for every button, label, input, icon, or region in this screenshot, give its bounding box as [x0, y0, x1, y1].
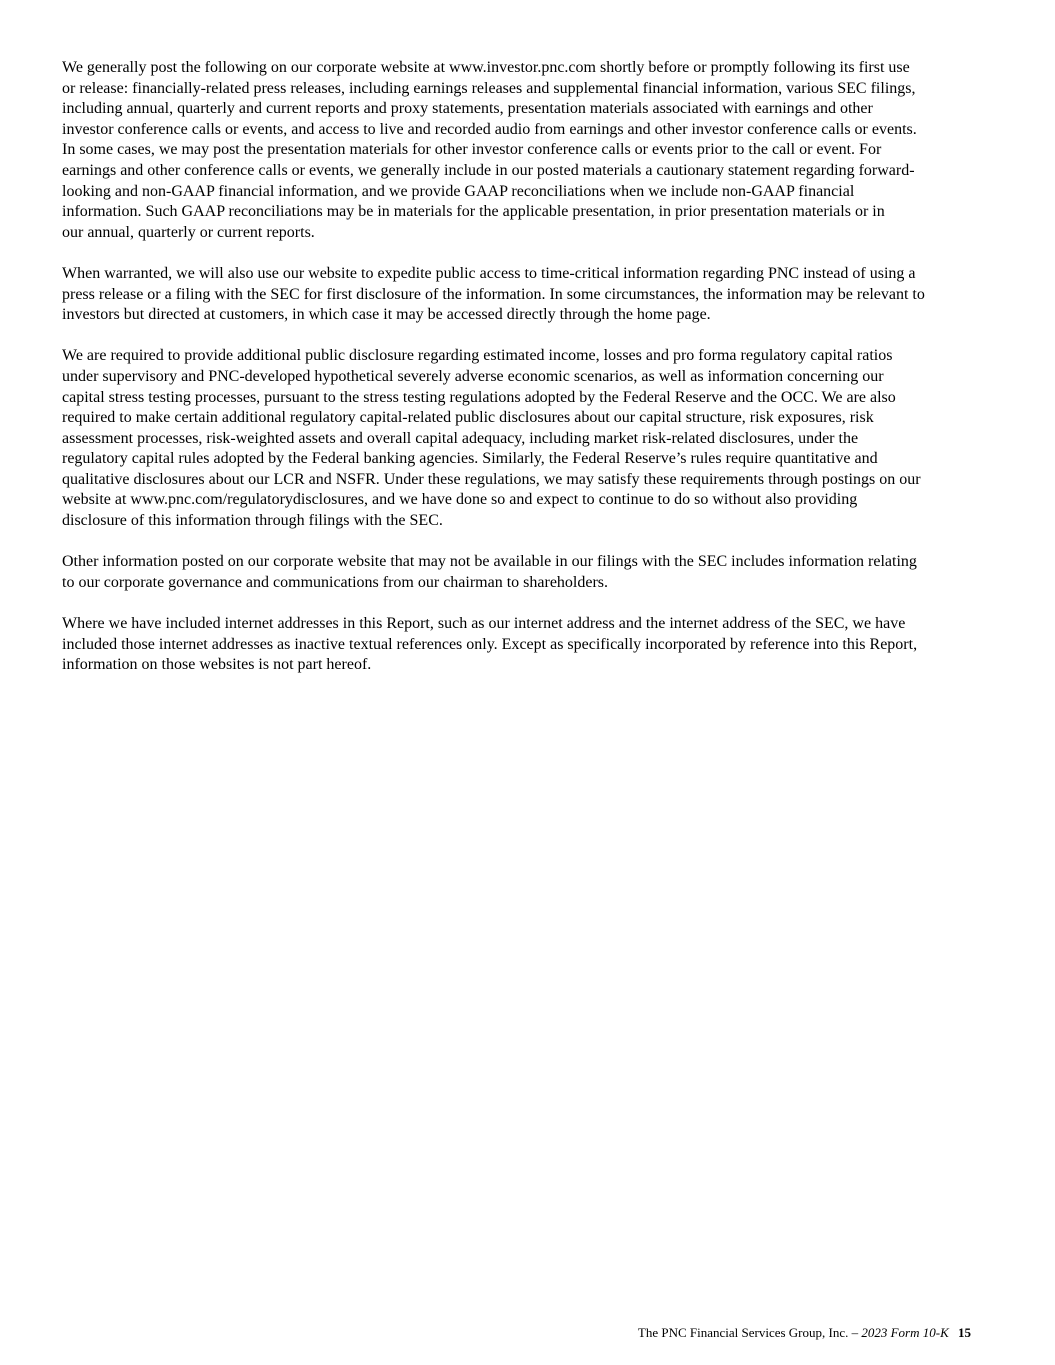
page-footer: [638, 1325, 971, 1341]
paragraph-time-critical-info: When warranted, we will also use our website to expedite public access to time-critical information regarding PNC instead of using a press release or a filing with the SEC for first disclosure of the information. In some circumstances, the information may be relevant to investors but directed at customers, in which case it may be accessed directly through the home page.: [62, 264, 925, 324]
page-number: 15: [958, 1325, 971, 1340]
footer-company: The PNC Financial Services Group, Inc. –: [637, 1325, 859, 1340]
document-body: [62, 58, 994, 696]
footer-form: 2023 Form 10-K: [861, 1325, 949, 1340]
paragraph-other-information: Other information posted on our corporate website that may not be available in our filings with the SEC includes information relating to our corporate governance and communications from our chairman to shareholders.: [62, 553, 917, 591]
paragraph-regulatory-disclosure: We are required to provide additional public disclosure regarding estimated income, losses and pro forma regulatory capital ratios under supervisory and PNC-developed hypothetical severely adverse economic scenarios, as well as information concerning our capital stress testing processes, pursuant to the stress testing regulations adopted by the Federal Reserve and the OCC. We are also required to make certain additional regulatory capital-related public disclosures about our capital structure, risk exposures, risk assessment processes, risk-weighted assets and overall capital adequacy, including market risk-related disclosures, under the regulatory capital rules adopted by the Federal banking agencies. Similarly, the Federal Reserve’s rules require quantitative and qualitative disclosures about our LCR and NSFR. Under these regulations, we may satisfy these requirements through postings on our website at www.pnc.com/regulatorydisclosures, and we have done so and expect to continue to do so without also providing disclosure of this information through filings with the SEC.: [62, 347, 921, 530]
paragraph-website-postings: We generally post the following on our corporate website at www.investor.pnc.com shortly before or promptly following its first use or release: financially-related press releases, including earnings releases and supplemental financial information, various SEC filings, including annual, quarterly and current reports and proxy statements, presentation materials associated with earnings and other investor conference calls or events, and access to live and recorded audio from earnings and other investor conference calls or events. In some cases, we may post the presentation materials for other investor conference calls or events prior to the call or event. For earnings and other conference calls or events, we generally include in our posted materials a cautionary statement regarding forward- looking and non-GAAP financial information, and we provide GAAP reconciliations when we include non-GAAP financial information. Such GAAP reconciliations may be in materials for the applicable presentation, in prior presentation materials or in our annual, quarterly or current reports.: [62, 59, 917, 241]
paragraph-internet-addresses: Where we have included internet addresses in this Report, such as our internet address and the internet address of the SEC, we have included those internet addresses as inactive textual references only. Except as specifically incorporated by reference into this Report, information on those websites is not part hereof.: [62, 615, 918, 674]
